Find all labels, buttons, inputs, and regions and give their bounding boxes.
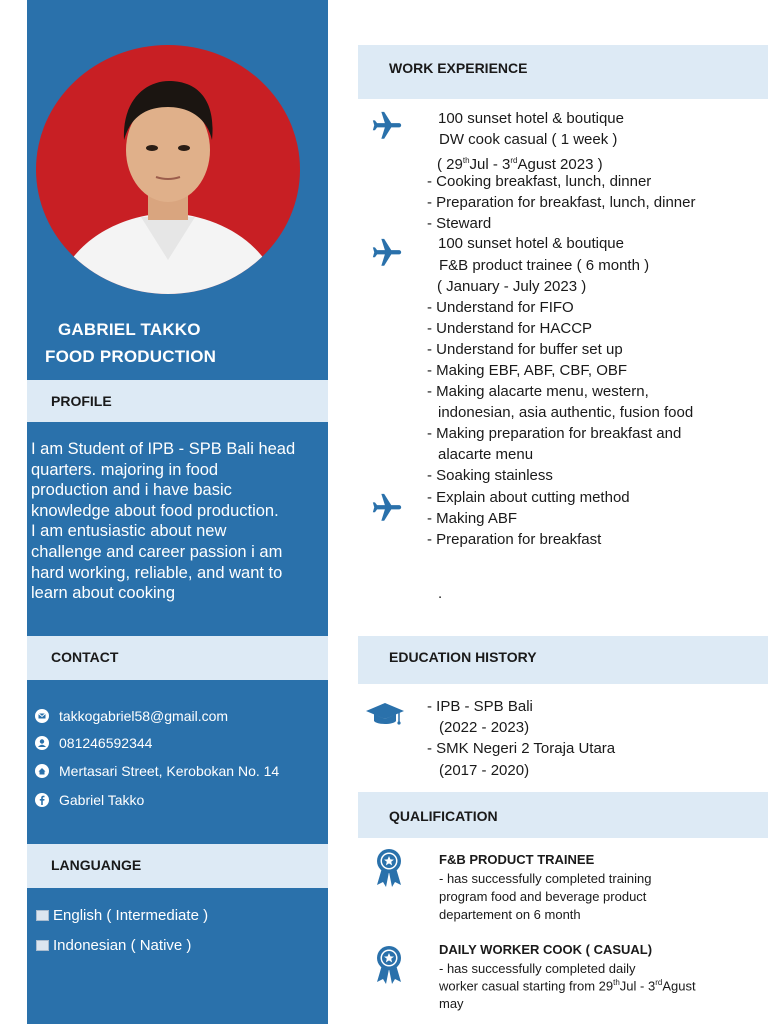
qualification-heading: QUALIFICATION [389, 808, 498, 824]
contact-email-text: takkogabriel58@gmail.com [59, 708, 229, 724]
qualification-line: worker casual starting from 29thJul - 3rdAgust [439, 978, 696, 994]
profile-line: I am entusiastic about new [31, 522, 227, 541]
profile-line: I am Student of IPB - SPB Bali head [31, 440, 296, 458]
work-line: - Soaking stainless [427, 467, 553, 484]
work-line: DW cook casual ( 1 week ) [439, 131, 618, 148]
qualification-title: DAILY WORKER COOK ( CASUAL) [439, 942, 653, 957]
plane-icon [370, 109, 404, 143]
home-icon [35, 764, 49, 778]
work-line: F&B product trainee ( 6 month ) [439, 257, 650, 274]
language-item [36, 937, 191, 954]
contact-facebook-text: Gabriel Takko [59, 792, 145, 808]
work-line: - Making EBF, ABF, CBF, OBF [427, 362, 628, 379]
profile-line: production and i have basic [31, 481, 232, 500]
education-heading-bar [358, 636, 768, 684]
user-icon [35, 736, 49, 750]
person-role: FOOD PRODUCTION [45, 347, 217, 366]
contact-heading-bar [27, 636, 328, 680]
plane-icon [370, 236, 404, 270]
contact-email[interactable] [35, 708, 228, 724]
work-line: indonesian, asia authentic, fusion food [438, 404, 694, 421]
work-line: . [438, 585, 443, 602]
work-line: - Making preparation for breakfast and [427, 425, 682, 442]
education-line: (2022 - 2023) [439, 719, 530, 736]
language-label: English ( Intermediate ) [53, 907, 209, 924]
award-ribbon-icon [374, 945, 404, 985]
education-line: - IPB - SPB Bali [427, 698, 533, 715]
profile-line: challenge and career passion i am [31, 542, 283, 561]
facebook-icon [35, 793, 49, 807]
work-line: alacarte menu [438, 446, 534, 463]
contact-phone-text: 081246592344 [59, 735, 153, 751]
qualification-line: departement on 6 month [439, 907, 581, 922]
work-line: - Cooking breakfast, lunch, dinner [427, 173, 652, 190]
education-heading: EDUCATION HISTORY [389, 649, 537, 665]
profile-heading: PROFILE [51, 393, 112, 409]
work-line: - Understand for FIFO [427, 299, 574, 316]
qualification-line: - has successfully completed daily [439, 961, 636, 976]
work-line: - Preparation for breakfast, lunch, dinner [427, 194, 696, 211]
work-line: ( January - July 2023 ) [437, 278, 587, 295]
profile-line: knowledge about food production. [31, 501, 279, 520]
work-heading: WORK EXPERIENCE [389, 60, 528, 76]
qualification-line: may [439, 996, 464, 1011]
profile-heading-bar [27, 380, 328, 422]
work-line: - Steward [427, 215, 492, 232]
person-name: GABRIEL TAKKO [58, 320, 201, 339]
work-line: - Making alacarte menu, western, [427, 383, 649, 400]
profile-photo [36, 45, 300, 294]
language-heading: LANGUANGE [51, 857, 142, 873]
qualification-title: F&B PRODUCT TRAINEE [439, 852, 595, 867]
qualification-heading-bar [358, 792, 768, 838]
flag-icon [36, 910, 49, 921]
work-line: - Preparation for breakfast [427, 531, 602, 548]
contact-phone[interactable] [35, 735, 152, 751]
contact-facebook[interactable] [35, 792, 144, 808]
graduation-cap-icon [365, 700, 405, 728]
work-line: 100 sunset hotel & boutique [438, 235, 624, 252]
work-line: - Making ABF [427, 510, 518, 527]
language-label: Indonesian ( Native ) [53, 937, 192, 954]
contact-address [35, 763, 279, 779]
award-ribbon-icon [374, 848, 404, 888]
work-line: - Understand for buffer set up [427, 341, 623, 358]
qualification-line: program food and beverage product [439, 889, 647, 904]
language-heading-bar [27, 844, 328, 888]
contact-address-text: Mertasari Street, Kerobokan No. 14 [59, 763, 280, 779]
work-line: - Understand for HACCP [427, 320, 593, 337]
profile-line: quarters. majoring in food [31, 460, 219, 479]
profile-text [31, 439, 295, 604]
contact-heading: CONTACT [51, 649, 119, 665]
work-line: - Explain about cutting method [427, 489, 630, 506]
qualification-line: - has successfully completed training [439, 871, 652, 886]
profile-line: hard working, reliable, and want to [31, 563, 283, 582]
work-line: 100 sunset hotel & boutique [438, 110, 624, 127]
education-line: - SMK Negeri 2 Toraja Utara [427, 740, 616, 757]
mail-icon [35, 709, 49, 723]
education-line: (2017 - 2020) [439, 762, 530, 779]
language-item [36, 907, 208, 924]
plane-icon [370, 491, 404, 525]
profile-line: learn about cooking [31, 584, 176, 603]
flag-icon [36, 940, 49, 951]
work-date-line: ( 29thJul - 3rdAgust 2023 ) [437, 156, 603, 173]
work-heading-bar [358, 45, 768, 99]
